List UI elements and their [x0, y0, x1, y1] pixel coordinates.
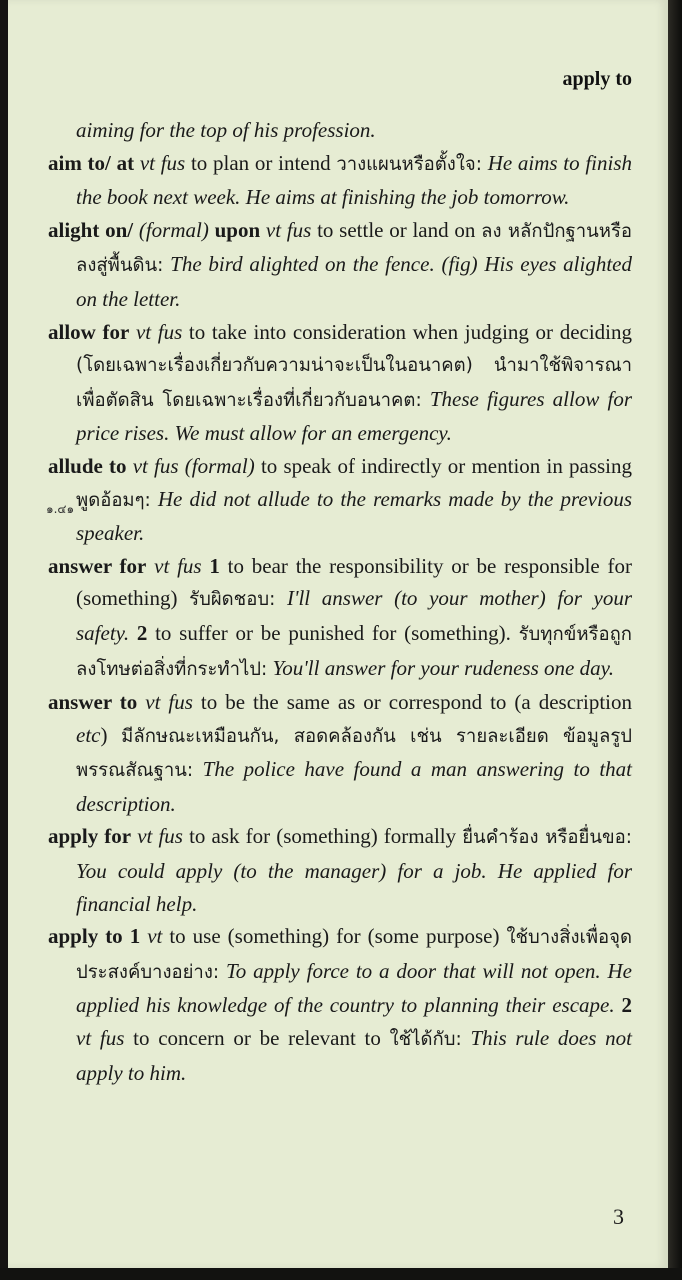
entry-allude-to: [48, 450, 632, 550]
entry-alight-on-upon: [48, 214, 632, 316]
example-text: He aims to finish the book next week. He aims at finishing the job tomorrow.: [76, 150, 633, 210]
example-text: He did not allude to the remarks made by the previous speaker.: [76, 486, 632, 546]
definition: to ask for (something) formally: [189, 824, 457, 849]
part-of-speech: vt fus: [139, 150, 186, 175]
example-text: The police have found a man answering to that description.: [76, 757, 632, 816]
headword: answer to: [48, 690, 138, 715]
thai-translation: ยื่นคำร้อง หรือยื่นขอ:: [462, 827, 633, 849]
thai-translation: ใช้ได้กับ:: [389, 1029, 462, 1051]
definition: to take into consideration when judging or deciding: [188, 319, 633, 344]
headword-variant: upon: [214, 217, 261, 242]
definition: to speak of indirectly or mention in passing: [260, 453, 632, 478]
thai-translation: ลง หลักปักฐานหรือลงสู่พื้นดิน:: [76, 220, 633, 277]
handwritten-margin-note: ๑.๔๑: [46, 502, 75, 516]
part-of-speech: vt fus: [135, 319, 183, 344]
part-of-speech: vt fus: [154, 553, 202, 578]
entry-answer-for: [48, 550, 632, 686]
part-of-speech: vt fus (formal): [132, 453, 255, 478]
thai-translation: รับทุกข์หรือถูกลงโทษต่อสิ่งที่กระทำไป:: [76, 623, 632, 680]
entry-answer-to: [48, 686, 632, 820]
definition-close: ): [100, 722, 108, 747]
thai-translation: วางแผนหรือตั้งใจ:: [336, 153, 482, 175]
book-spine-edge: [668, 0, 682, 1280]
definition: to use (something) for (some purpose): [169, 924, 500, 949]
thai-translation: ใช้บางสิ่งเพื่อจุดประสงค์บางอย่าง:: [76, 927, 632, 983]
abbreviation: etc: [76, 722, 101, 747]
headword: aim to/ at: [48, 150, 135, 175]
definition: to bear the responsibility or be responsible for (something): [76, 553, 633, 611]
running-head: apply to: [562, 68, 632, 90]
part-of-speech: vt fus: [265, 217, 312, 242]
example-text: aiming for the top of his profession.: [76, 118, 376, 142]
entry-aim-to-at: [48, 147, 632, 214]
thai-translation: (โดยเฉพาะเรื่องเกี่ยวกับความน่าจะเป็นในอนาคต) นำมาใช้พิจารณาเพื่อตัดสิน โดยเฉพาะเรื่องที่เกี่ยวกับอนาคต:: [76, 355, 632, 411]
example-text: I'll answer (to your mother) for your safety.: [76, 586, 633, 645]
thai-translation: พูดอ้อมๆ:: [76, 489, 151, 511]
definition: to concern or be relevant to: [133, 1026, 381, 1051]
example-text: This rule does not apply to him.: [76, 1026, 632, 1085]
entry-apply-for: [48, 820, 632, 920]
headword: allow for: [48, 319, 130, 344]
entry-list: [48, 114, 632, 1089]
headword: alight on/: [48, 217, 134, 242]
part-of-speech: vt: [147, 924, 163, 949]
headword: answer for: [48, 553, 147, 578]
entry-apply-to: [48, 920, 632, 1089]
headword: apply for: [48, 824, 132, 849]
definition: to plan or intend: [190, 150, 331, 175]
part-of-speech: vt fus: [145, 690, 193, 715]
headword: allude to: [48, 453, 127, 478]
definition: to suffer or be punished for (something).: [155, 620, 511, 645]
definition: to be the same as or correspond to (a description: [200, 690, 633, 715]
register-label: (formal): [138, 217, 209, 242]
example-text: You'll answer for your rudeness one day.: [272, 655, 615, 680]
example-text: You could apply (to the manager) for a job. He applied for financial help.: [76, 859, 632, 916]
page-number: 3: [613, 1204, 624, 1229]
entry-continuation: [48, 114, 632, 147]
example-text: These figures allow for price rises. We must allow for an emergency.: [76, 386, 632, 446]
sense-number: 2: [136, 620, 148, 645]
headword: apply to: [48, 924, 123, 949]
part-of-speech: vt fus: [137, 824, 183, 849]
sense-number: 1: [209, 553, 220, 578]
entry-allow-for: [48, 316, 632, 450]
sense-number: 1: [129, 924, 141, 949]
thai-translation: รับผิดชอบ:: [189, 589, 276, 611]
sense-number: 2: [621, 993, 632, 1018]
example-text: To apply force to a door that will not open. He applied his knowledge of the country to planning their escape.: [76, 958, 633, 1018]
definition: to settle or land on: [317, 217, 476, 242]
part-of-speech: vt fus: [76, 1026, 125, 1051]
thai-translation: มีลักษณะเหมือนกัน, สอดคล้องกัน เช่น รายละเอียด ข้อมูลรูปพรรณสัณฐาน:: [76, 725, 632, 782]
example-text: The bird alighted on the fence. (fig) His eyes alighted on the letter.: [76, 252, 633, 311]
page-bottom-shadow: [0, 1268, 682, 1280]
